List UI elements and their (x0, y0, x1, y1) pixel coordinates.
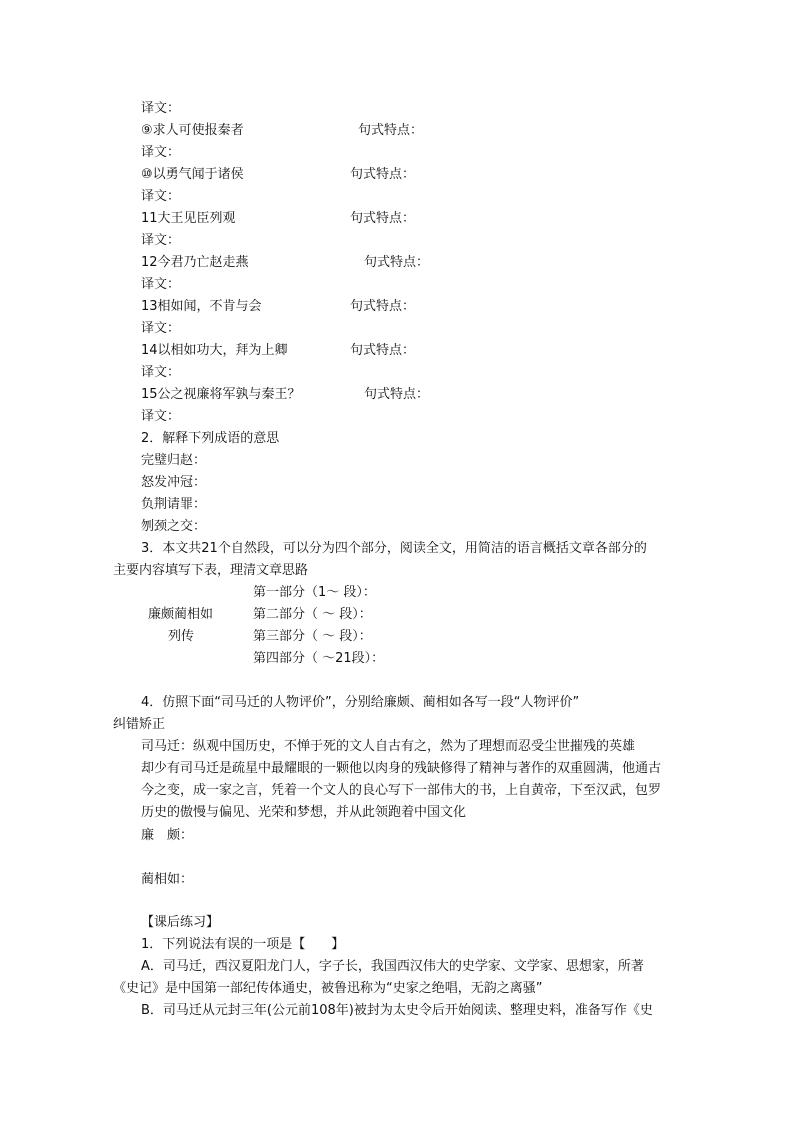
translation-label: 译文： (141, 145, 181, 160)
sentence-10-feature: 句式特点： (350, 167, 416, 182)
translation-label: 译文： (141, 321, 181, 336)
option-a-line-2: 《史记》是中国第一部纪传体通史，被鲁迅称为“史家之绝唱，无韵之离骚” (113, 981, 543, 996)
sima-para-4: 历史的傲慢与偏见、光荣和梦想，并从此领跑着中国文化 (141, 805, 467, 820)
q2-title: 2．解释下列成语的意思 (141, 431, 280, 446)
translation-label: 译文： (141, 189, 181, 204)
after-class-heading: 【课后练习】 (141, 915, 220, 930)
translation-label: 译文： (141, 277, 181, 292)
sima-para-1: 司马迁：纵观中国历史，不惮于死的文人自古有之，然为了理想而忍受尘世摧残的英雄 (141, 739, 636, 754)
q4-line-1: 4．仿照下面“司马迁的人物评价”，分别给廉颇、蔺相如各写一段“人物评价” (141, 695, 580, 710)
translation-label: 译文： (141, 233, 181, 248)
sentence-15-feature: 句式特点： (364, 387, 430, 402)
translation-label: 译文： (141, 101, 181, 116)
sentence-13: 13相如闻，不肯与会 (141, 299, 262, 314)
sentence-12: 12今君乃亡赵走燕 (141, 255, 249, 270)
bracket-title-2: 列传 (168, 629, 195, 644)
idiom-1: 完璧归赵： (141, 453, 207, 468)
bracket-title: 廉颇蔺相如 (148, 607, 214, 622)
sentence-9-feature: 句式特点： (358, 123, 424, 138)
sentence-15: 15公之视廉将军孰与秦王？ (141, 387, 301, 402)
idiom-2: 怒发冲冠： (141, 475, 207, 490)
q3-line-1: 3．本文共21个自然段，可以分为四个部分，阅读全文，用简洁的语言概括文章各部分的 (141, 541, 647, 556)
sima-para-2: 却少有司马迁是疏星中最耀眼的一颗他以肉身的残缺修得了精神与著作的双重圆满，他通古 (141, 761, 662, 776)
translation-label: 译文： (141, 365, 181, 380)
sima-para-3: 今之变，成一家之言，凭着一个文人的良心写下一部伟大的书，上自黄帝，下至汉武，包罗 (141, 783, 662, 798)
sentence-14: 14以相如功大，拜为上卿 (141, 343, 288, 358)
linxiangru-label: 蔺相如： (141, 872, 194, 887)
correction-label: 纠错矫正 (113, 717, 166, 732)
translation-label: 译文： (141, 409, 181, 424)
part-2: 第二部分（ ～ 段）： (253, 607, 372, 622)
sentence-9: ⑨求人可使报秦者 (141, 123, 244, 138)
sentence-14-feature: 句式特点： (350, 343, 416, 358)
idiom-4: 刎颈之交： (141, 519, 207, 534)
q3-line-2: 主要内容填写下表，理清文章思路 (113, 563, 309, 578)
sentence-12-feature: 句式特点： (364, 255, 430, 270)
sentence-10: ⑩以勇气闻于诸侯 (141, 167, 244, 182)
sentence-13-feature: 句式特点： (350, 299, 416, 314)
sentence-11: 11大王见臣列观 (141, 211, 236, 226)
part-3: 第三部分（ ～ 段）： (253, 629, 372, 644)
option-a-line-1: A．司马迁，西汉夏阳龙门人，字子长，我国西汉伟大的史学家、文学家、思想家，所著 (141, 959, 644, 974)
part-4: 第四部分（ ～21段）： (253, 651, 385, 666)
option-b-line-1: B．司马迁从元封三年(公元前108年)被封为太史令后开始阅读、整理史料，准备写作《史 (141, 1003, 653, 1018)
idiom-3: 负荆请罪： (141, 497, 207, 512)
after-class-q1: 1．下列说法有误的一项是【 】 (141, 937, 345, 952)
sentence-11-feature: 句式特点： (350, 211, 416, 226)
lianpo-label: 廉 颇： (141, 828, 194, 843)
part-1: 第一部分（1～ 段）： (253, 585, 376, 600)
